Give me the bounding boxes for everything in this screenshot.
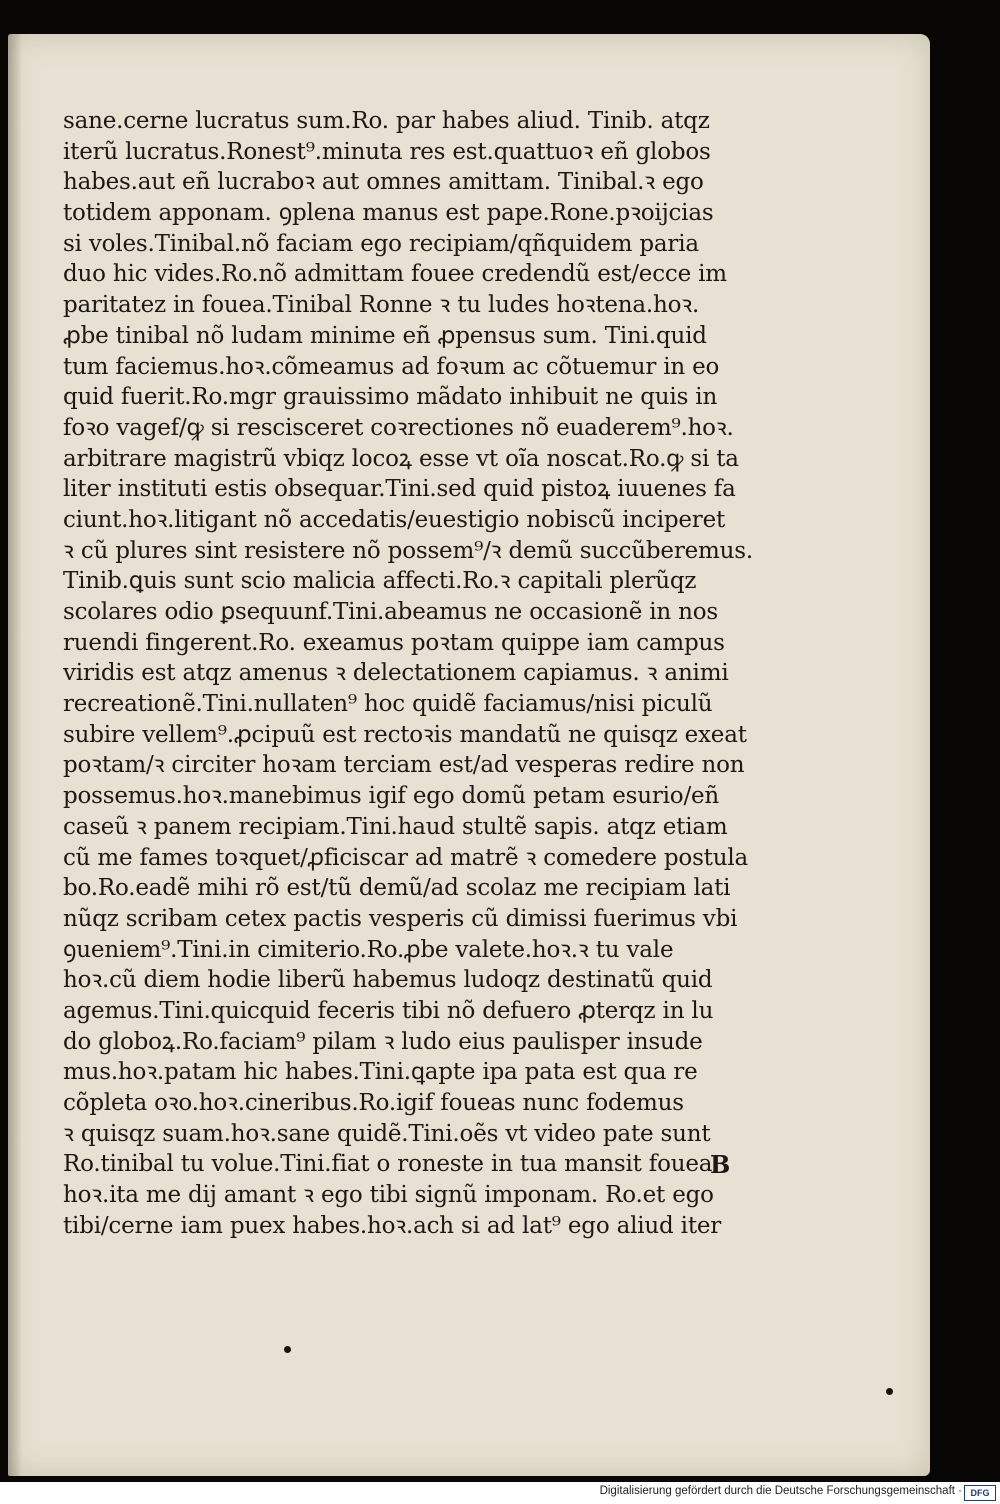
text-line: ciunt.hoꝛ.litigant nõ accedatis/euestigio nobiscũ inciperet xyxy=(63,506,726,533)
text-line: possemus.hoꝛ.manebimus igif ego domũ petam esurio/eñ xyxy=(63,783,720,810)
text-line: duo hic vides.Ro.nõ admittam fouee credendũ est/ecce im xyxy=(63,261,727,288)
text-line: habes.aut eñ lucraboꝛ aut omnes amittam. Tinibal.ꝛ ego xyxy=(63,169,704,196)
text-line: agemus.Tini.quicquid feceris tibi nõ defuero ꝓterqz in lu xyxy=(63,997,714,1024)
text-line: paritatez in fouea.Tinibal Ronne ꝛ tu ludes hoꝛtena.hoꝛ. xyxy=(63,292,700,319)
text-line: viridis est atqz amenus ꝛ delectationem capiamus. ꝛ animi xyxy=(63,660,729,687)
page-gutter-shadow xyxy=(8,34,22,1476)
text-line: ruendi fingerent.Ro. exeamus poꝛtam quippe iam campus xyxy=(63,629,725,656)
credit-bar xyxy=(0,1482,1000,1504)
text-line: recreationẽ.Tini.nullaten⁹ hoc quidẽ faciamus/nisi piculũ xyxy=(63,691,713,718)
text-line: tibi/cerne iam puex habes.hoꝛ.ach si ad lat⁹ ego aliud iter xyxy=(63,1212,722,1239)
text-line: hoꝛ.ita me dij amant ꝛ ego tibi signũ imponam. Ro.et ego xyxy=(63,1182,714,1209)
text-line: mus.hoꝛ.patam hic habes.Tini.ꝗapte ipa pata est qua re xyxy=(63,1059,698,1086)
text-line: caseũ ꝛ panem recipiam.Tini.haud stultẽ sapis. atqz etiam xyxy=(63,813,728,840)
text-line: si voles.Tinibal.nõ faciam ego recipiam/qñquidem paria xyxy=(63,230,699,257)
credit-text: Digitalisierung gefördert durch die Deutsche Forschungsgemeinschaft · xyxy=(599,1485,962,1497)
text-line: ꝛ quisqz suam.hoꝛ.sane quidẽ.Tini.oẽs vt video pate sunt xyxy=(63,1120,711,1147)
text-line: foꝛo vagef/ꝙ si rescisceret coꝛrectiones nõ euaderem⁹.hoꝛ. xyxy=(63,414,734,441)
text-column xyxy=(63,106,783,1241)
signature-mark: B xyxy=(710,1150,731,1179)
text-line: iterũ lucratus.Ronest⁹.minuta res est.quattuoꝛ eñ globos xyxy=(63,138,711,165)
book-page xyxy=(8,34,930,1476)
text-line: scolares odio ꝑsequunf.Tini.abeamus ne occasionẽ in nos xyxy=(63,599,719,625)
text-line: tum faciemus.hoꝛ.cõmeamus ad foꝛum ac cõtuemur in eo xyxy=(63,353,720,380)
text-line: ꝓbe tinibal nõ ludam minime eñ ꝓpensus sum. Tini.quid xyxy=(63,322,707,349)
text-line: Ro.tinibal tu volue.Tini.fiat o roneste in tua mansit fouea xyxy=(63,1151,713,1178)
text-line: sane.cerne lucratus sum.Ro. par habes aliud. Tinib. atqz xyxy=(63,108,710,134)
text-line: liter instituti estis obsequar.Tini.sed quid pistoꝝ iuuenes fa xyxy=(63,476,736,503)
text-line: bo.Ro.eadẽ mihi rõ est/tũ demũ/ad scolaz me recipiam lati xyxy=(63,875,731,902)
text-line: do globoꝝ.Ro.faciam⁹ pilam ꝛ ludo eius paulisper insude xyxy=(63,1028,703,1055)
text-line: poꝛtam/ꝛ circiter hoꝛam terciam est/ad vesperas redire non xyxy=(63,752,745,779)
text-line: cõpleta oꝛo.hoꝛ.cineribus.Ro.igif foueas nunc fodemus xyxy=(63,1090,684,1116)
text-line: hoꝛ.cũ diem hodie liberũ habemus ludoqz destinatũ quid xyxy=(63,967,713,994)
text-line: nũqz scribam cetex pactis vesperis cũ dimissi fuerimus vbi xyxy=(63,905,738,932)
text-line: subire vellem⁹.ꝓcipuũ est rectoꝛis mandatũ ne quisqz exeat xyxy=(63,721,747,748)
ink-speck xyxy=(284,1346,291,1353)
text-line: quid fuerit.Ro.mgr grauissimo mãdato inhibuit ne quis in xyxy=(63,384,718,411)
text-line: arbitrare magistrũ vbiqz locoꝝ esse vt oĩa noscat.Ro.ꝙ si ta xyxy=(63,445,739,472)
text-line: ꝛ cũ plures sint resistere nõ possem⁹/ꝛ demũ succũberemus. xyxy=(63,537,753,564)
text-line: cũ me fames toꝛquet/ꝓficiscar ad matrẽ ꝛ comedere postula xyxy=(63,844,748,871)
text-line: ꝯueniem⁹.Tini.in cimiterio.Ro.ꝓbe valete.hoꝛ.ꝛ tu vale xyxy=(63,936,674,963)
text-line: Tinib.ꝗuis sunt scio malicia affecti.Ro.ꝛ capitali plerũqz xyxy=(63,568,697,595)
dfg-logo: DFG xyxy=(964,1485,996,1501)
text-line: totidem apponam. ꝯplena manus est pape.Rone.pꝛoijcias xyxy=(63,200,714,227)
ink-speck xyxy=(886,1388,893,1395)
